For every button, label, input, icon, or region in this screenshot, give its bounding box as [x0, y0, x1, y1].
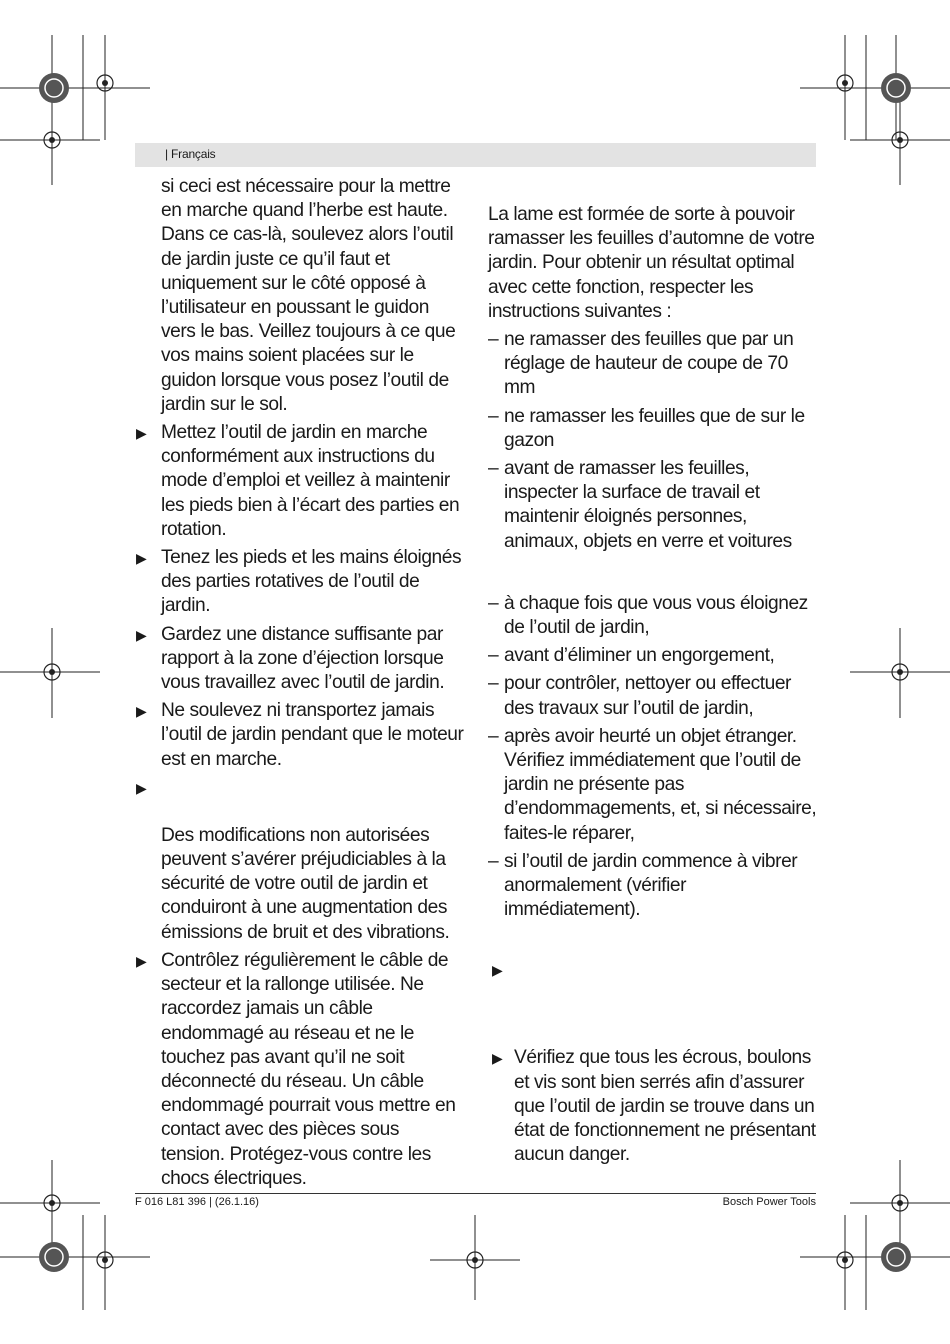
empty-bullet-item — [488, 922, 818, 1046]
triangle-bullet-icon: ▶ — [492, 1050, 503, 1067]
safety-item — [136, 546, 466, 619]
safety-item-text: Tenez les pieds et les mains éloignés des parties rotatives de l’outil de jardin. — [161, 547, 462, 617]
safety-item — [488, 1046, 818, 1167]
safety-item — [136, 623, 466, 696]
list-item-text: ne ramasser les feuilles que de sur le gazon — [504, 405, 805, 451]
list-item-text: pour contrôler, nettoyer ou effectuer des travaux sur l’outil de jardin, — [504, 673, 791, 719]
triangle-bullet-icon: ▶ — [136, 626, 147, 643]
safety-item-text: Mettez l’outil de jardin en marche conformément aux instructions du mode d’emploi et veillez à maintenir les pieds bien à l’écart des parties en rotation. — [161, 422, 460, 540]
triangle-bullet-icon: ▶ — [136, 703, 147, 720]
list-item — [488, 644, 818, 668]
safety-item — [136, 776, 466, 945]
list-item — [488, 328, 818, 401]
safety-item-text: Des modifications non autorisées peuvent s’avérer préjudiciables à la sécurité de votre outil de jardin et conduiront à une augmentation des émissions de bruit et des vibrations. — [161, 824, 450, 943]
dash-bullet: – — [488, 458, 499, 480]
safety-item — [136, 421, 466, 542]
page-header-language: | Français — [165, 147, 216, 161]
safety-item — [136, 699, 466, 772]
left-column — [136, 175, 466, 1191]
safety-item-text: Gardez une distance suffisante par rapport à la zone d’éjection lorsque vous travaillez avec l’outil de jardin. — [161, 623, 445, 694]
list-item-text: après avoir heurté un objet étranger. Vérifiez immédiatement que l’outil de jardin ne présente pas d’endommagements, et, si nécessaire, faites-le réparer, — [504, 725, 817, 844]
triangle-bullet-icon: ▶ — [136, 952, 147, 969]
intro-paragraph: La lame est formée de sorte à pouvoir ramasser les feuilles d’automne de votre jardin. Pour obtenir un résultat optimal avec cette fonction, respecter les instructions suivantes : — [488, 204, 815, 322]
list-item — [488, 850, 818, 923]
list-item-text: ne ramasser des feuilles que par un réglage de hauteur de coupe de 70 mm — [504, 329, 794, 399]
dash-bullet: – — [488, 725, 499, 747]
list-item — [488, 592, 818, 640]
dash-bullet: – — [488, 673, 499, 695]
dash-bullet: – — [488, 645, 499, 667]
dash-bullet: – — [488, 592, 499, 614]
footer-brand: Bosch Power Tools — [722, 1196, 816, 1208]
triangle-bullet-icon: ▶ — [492, 962, 503, 979]
footer-divider — [135, 1193, 816, 1194]
list-item-text: si l’outil de jardin commence à vibrer anormalement (vérifier immédiatement). — [504, 850, 798, 921]
header-bar — [135, 143, 816, 167]
list-item — [488, 672, 818, 720]
list-item-text: à chaque fois que vous vous éloignez de l’outil de jardin, — [504, 592, 808, 639]
safety-item-text: Vérifiez que tous les écrous, boulons et vis sont bien serrés afin d’assurer que l’outil de jardin se trouve dans un état de fonctionnement ne présentant aucun danger. — [514, 1047, 816, 1166]
right-column — [488, 203, 818, 1168]
safety-item — [136, 949, 466, 1191]
list-item — [488, 457, 818, 554]
dash-bullet: – — [488, 850, 499, 872]
list-item-text: avant de ramasser les feuilles, inspecter la surface de travail et maintenir éloignés personnes, animaux, objets en verre et voitures — [504, 458, 792, 552]
triangle-bullet-icon: ▶ — [136, 425, 147, 442]
dash-bullet: – — [488, 329, 499, 351]
list-item-text: avant d’éliminer un engorgement, — [504, 645, 775, 667]
safety-item-text: Ne soulevez ni transportez jamais l’outil de jardin pendant que le moteur est en marche. — [161, 700, 464, 770]
list-item — [488, 725, 818, 846]
triangle-bullet-icon: ▶ — [136, 779, 147, 796]
safety-item-text: Contrôlez régulièrement le câble de secteur et la rallonge utilisée. Ne raccordez jamais un câble endommagé au réseau et ne le touchez pas avant qu’il ne soit déconnecté du réseau. Un câble endommagé pourrait vous mettre en contact avec des pièces sous tension. Protégez-vous contre les chocs électriques. — [161, 949, 456, 1189]
footer-document-code: F 016 L81 396 | (26.1.16) — [135, 1196, 259, 1208]
list-item — [488, 405, 818, 453]
triangle-bullet-icon: ▶ — [136, 550, 147, 567]
dash-bullet: – — [488, 405, 499, 427]
continuation-paragraph: si ceci est nécessaire pour la mettre en marche quand l’herbe est haute. Dans ce cas-là, soulevez alors l’outil de jardin juste ce qu’il faut et uniquement sur le côté opposé à l’utilisateur en poussant le guidon vers le bas. Veillez toujours à ce que vos mains soient placées sur le guidon lorsque vous posez l’outil de jardin sur le sol. — [161, 176, 456, 415]
